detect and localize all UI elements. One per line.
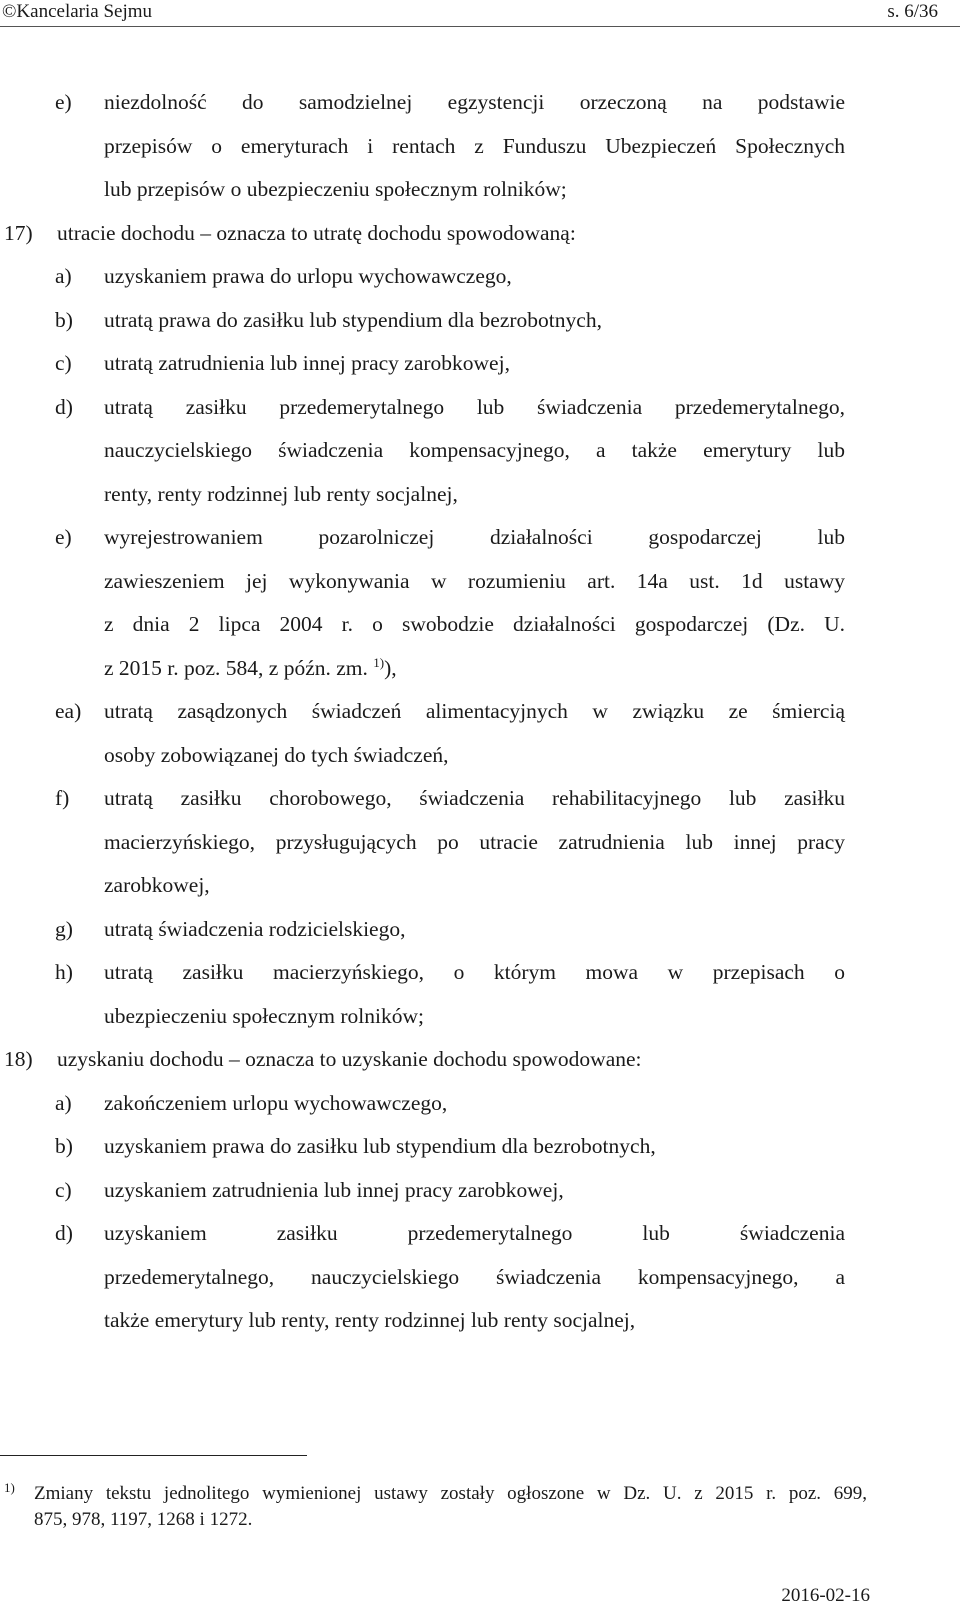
line-text-content: wyrejestrowaniem pozarolniczej działalności gospodarczej lub bbox=[104, 525, 845, 549]
line-text bbox=[104, 821, 845, 865]
header-copyright: ©Kancelaria Sejmu bbox=[2, 1, 153, 22]
letter-label: f) bbox=[55, 786, 70, 810]
text-line bbox=[0, 1212, 960, 1256]
text-line bbox=[0, 1256, 960, 1300]
line-text bbox=[104, 299, 602, 343]
line-text bbox=[104, 1299, 635, 1343]
line-text-content: z dnia 2 lipca 2004 r. o swobodzie działalności gospodarczej (Dz. U. bbox=[104, 612, 845, 636]
point-number: 18) bbox=[4, 1047, 33, 1071]
text-line bbox=[0, 429, 960, 473]
footnote-text bbox=[34, 1481, 867, 1533]
text-line bbox=[0, 168, 960, 212]
line-text-content: uzyskaniem prawa do zasiłku lub stypendium dla bezrobotnych, bbox=[104, 1134, 656, 1158]
line-text bbox=[104, 386, 845, 430]
line-text bbox=[104, 125, 845, 169]
line-text bbox=[104, 473, 458, 517]
text-line bbox=[0, 125, 960, 169]
text-line bbox=[0, 908, 960, 952]
line-text-content: utratą zasądzonych świadczeń alimentacyjnych w związku ze śmiercią bbox=[104, 699, 845, 723]
line-text-content: uzyskaniem zasiłku przedemerytalnego lub świadczenia bbox=[104, 1221, 845, 1245]
legal-text-body bbox=[0, 81, 960, 1343]
letter-label: h) bbox=[55, 960, 73, 984]
line-text bbox=[104, 1125, 656, 1169]
text-line bbox=[0, 516, 960, 560]
line-text bbox=[104, 647, 397, 691]
point-number: 17) bbox=[4, 220, 33, 245]
line-text-content: uzyskaniem prawa do urlopu wychowawczego, bbox=[104, 264, 512, 288]
text-line bbox=[0, 777, 960, 821]
line-text-tail: ), bbox=[384, 655, 397, 680]
line-text-content: utratą zasiłku chorobowego, świadczenia rehabilitacyjnego lub zasiłku bbox=[104, 786, 845, 810]
text-line bbox=[0, 864, 960, 908]
line-text-content: macierzyńskiego, przysługujących po utracie zatrudnienia lub innej pracy bbox=[104, 829, 845, 854]
text-line bbox=[0, 821, 960, 865]
text-line bbox=[0, 995, 960, 1039]
line-text-content: utracie dochodu – oznacza to utratę dochodu spowodowaną: bbox=[57, 220, 576, 245]
line-text-content: utratą prawa do zasiłku lub stypendium dla bezrobotnych, bbox=[104, 307, 602, 332]
line-text bbox=[104, 168, 567, 212]
letter-label: d) bbox=[55, 394, 73, 419]
line-text-content: zawieszeniem jej wykonywania w rozumieniu art. 14a ust. 1d ustawy bbox=[104, 568, 845, 593]
text-line bbox=[0, 473, 960, 517]
letter-label: e) bbox=[55, 90, 72, 114]
text-line bbox=[0, 1038, 960, 1082]
line-text bbox=[104, 429, 845, 473]
line-text-content: uzyskaniu dochodu – oznacza to uzyskanie dochodu spowodowane: bbox=[57, 1047, 642, 1071]
line-text-content: niezdolność do samodzielnej egzystencji orzeczoną na podstawie bbox=[104, 90, 845, 114]
letter-label: e) bbox=[55, 525, 72, 549]
line-text-content: z 2015 r. poz. 584, z późn. zm. bbox=[104, 655, 368, 680]
letter-label: c) bbox=[55, 351, 72, 375]
line-text-content: zarobkowej, bbox=[104, 873, 210, 897]
letter-label: ea) bbox=[55, 699, 82, 723]
letter-label: d) bbox=[55, 1221, 73, 1245]
line-text bbox=[57, 1038, 642, 1082]
line-text-content: osoby zobowiązanej do tych świadczeń, bbox=[104, 742, 449, 767]
line-text bbox=[104, 1082, 447, 1126]
text-line bbox=[0, 603, 960, 647]
line-text-content: utratą świadczenia rodzicielskiego, bbox=[104, 916, 406, 941]
line-text bbox=[57, 212, 576, 256]
letter-label: b) bbox=[55, 307, 73, 332]
letter-label: g) bbox=[55, 916, 73, 941]
header-page-number: s. 6/36 bbox=[887, 1, 938, 22]
letter-label: c) bbox=[55, 1177, 72, 1202]
line-text bbox=[104, 995, 424, 1039]
text-line bbox=[0, 951, 960, 995]
line-text-content: ubezpieczeniu społecznym rolników; bbox=[104, 1003, 425, 1028]
text-line bbox=[0, 1299, 960, 1343]
line-text-content: utratą zasiłku przedemerytalnego lub świadczenia przedemerytalnego, bbox=[104, 394, 845, 419]
footnote-line: Zmiany tekstu jednolitego wymienionej ustawy zostały ogłoszone w Dz. U. z 2015 r. poz. 699, bbox=[34, 1483, 867, 1504]
line-text-content: także emerytury lub renty, renty rodzinnej lub renty socjalnej, bbox=[104, 1308, 636, 1332]
line-text-content: utratą zatrudnienia lub innej pracy zarobkowej, bbox=[104, 351, 510, 375]
line-text-content: renty, renty rodzinnej lub renty socjalnej, bbox=[104, 481, 458, 506]
line-text-content: zakończeniem urlopu wychowawczego, bbox=[104, 1090, 448, 1115]
text-line bbox=[0, 342, 960, 386]
text-line bbox=[0, 1169, 960, 1213]
footnote-divider bbox=[0, 1455, 307, 1456]
text-line bbox=[0, 1082, 960, 1126]
text-line bbox=[0, 734, 960, 778]
text-line bbox=[0, 299, 960, 343]
line-text bbox=[104, 908, 405, 952]
text-line bbox=[0, 255, 960, 299]
line-text bbox=[104, 81, 845, 125]
footnote-marker: 1) bbox=[4, 1480, 15, 1495]
letter-label: a) bbox=[55, 264, 72, 288]
text-line bbox=[0, 212, 960, 256]
line-text bbox=[104, 1169, 564, 1213]
line-text bbox=[104, 777, 845, 821]
line-text bbox=[104, 342, 510, 386]
text-line bbox=[0, 647, 960, 691]
line-text-content: uzyskaniem zatrudnienia lub innej pracy zarobkowej, bbox=[104, 1177, 564, 1202]
footer-date: 2016-02-16 bbox=[781, 1585, 870, 1606]
line-text bbox=[104, 690, 845, 734]
text-line bbox=[0, 690, 960, 734]
footnote-line: 875, 978, 1197, 1268 i 1272. bbox=[34, 1509, 253, 1530]
line-text bbox=[104, 516, 845, 560]
line-text bbox=[104, 603, 845, 647]
line-text bbox=[104, 951, 845, 995]
line-text bbox=[104, 1256, 845, 1300]
text-line bbox=[0, 386, 960, 430]
line-text bbox=[104, 255, 512, 299]
line-text-content: przepisów o emeryturach i rentach z Funduszu Ubezpieczeń Społecznych bbox=[104, 133, 845, 158]
text-line bbox=[0, 560, 960, 604]
line-text-content: przedemerytalnego, nauczycielskiego świadczenia kompensacyjnego, a bbox=[104, 1264, 845, 1289]
text-line bbox=[0, 81, 960, 125]
letter-label: a) bbox=[55, 1090, 72, 1115]
letter-label: b) bbox=[55, 1134, 73, 1158]
line-text bbox=[104, 734, 448, 778]
page-header bbox=[0, 0, 960, 27]
line-text bbox=[104, 864, 210, 908]
line-text-content: lub przepisów o ubezpieczeniu społecznym rolników; bbox=[104, 177, 567, 201]
line-text bbox=[104, 560, 845, 604]
line-text-content: nauczycielskiego świadczenia kompensacyjnego, a także emerytury lub bbox=[104, 438, 845, 462]
text-line bbox=[0, 1125, 960, 1169]
line-text bbox=[104, 1212, 845, 1256]
line-text-content: utratą zasiłku macierzyńskiego, o którym mowa w przepisach o bbox=[104, 960, 845, 984]
footnote-reference: 1) bbox=[373, 654, 385, 670]
